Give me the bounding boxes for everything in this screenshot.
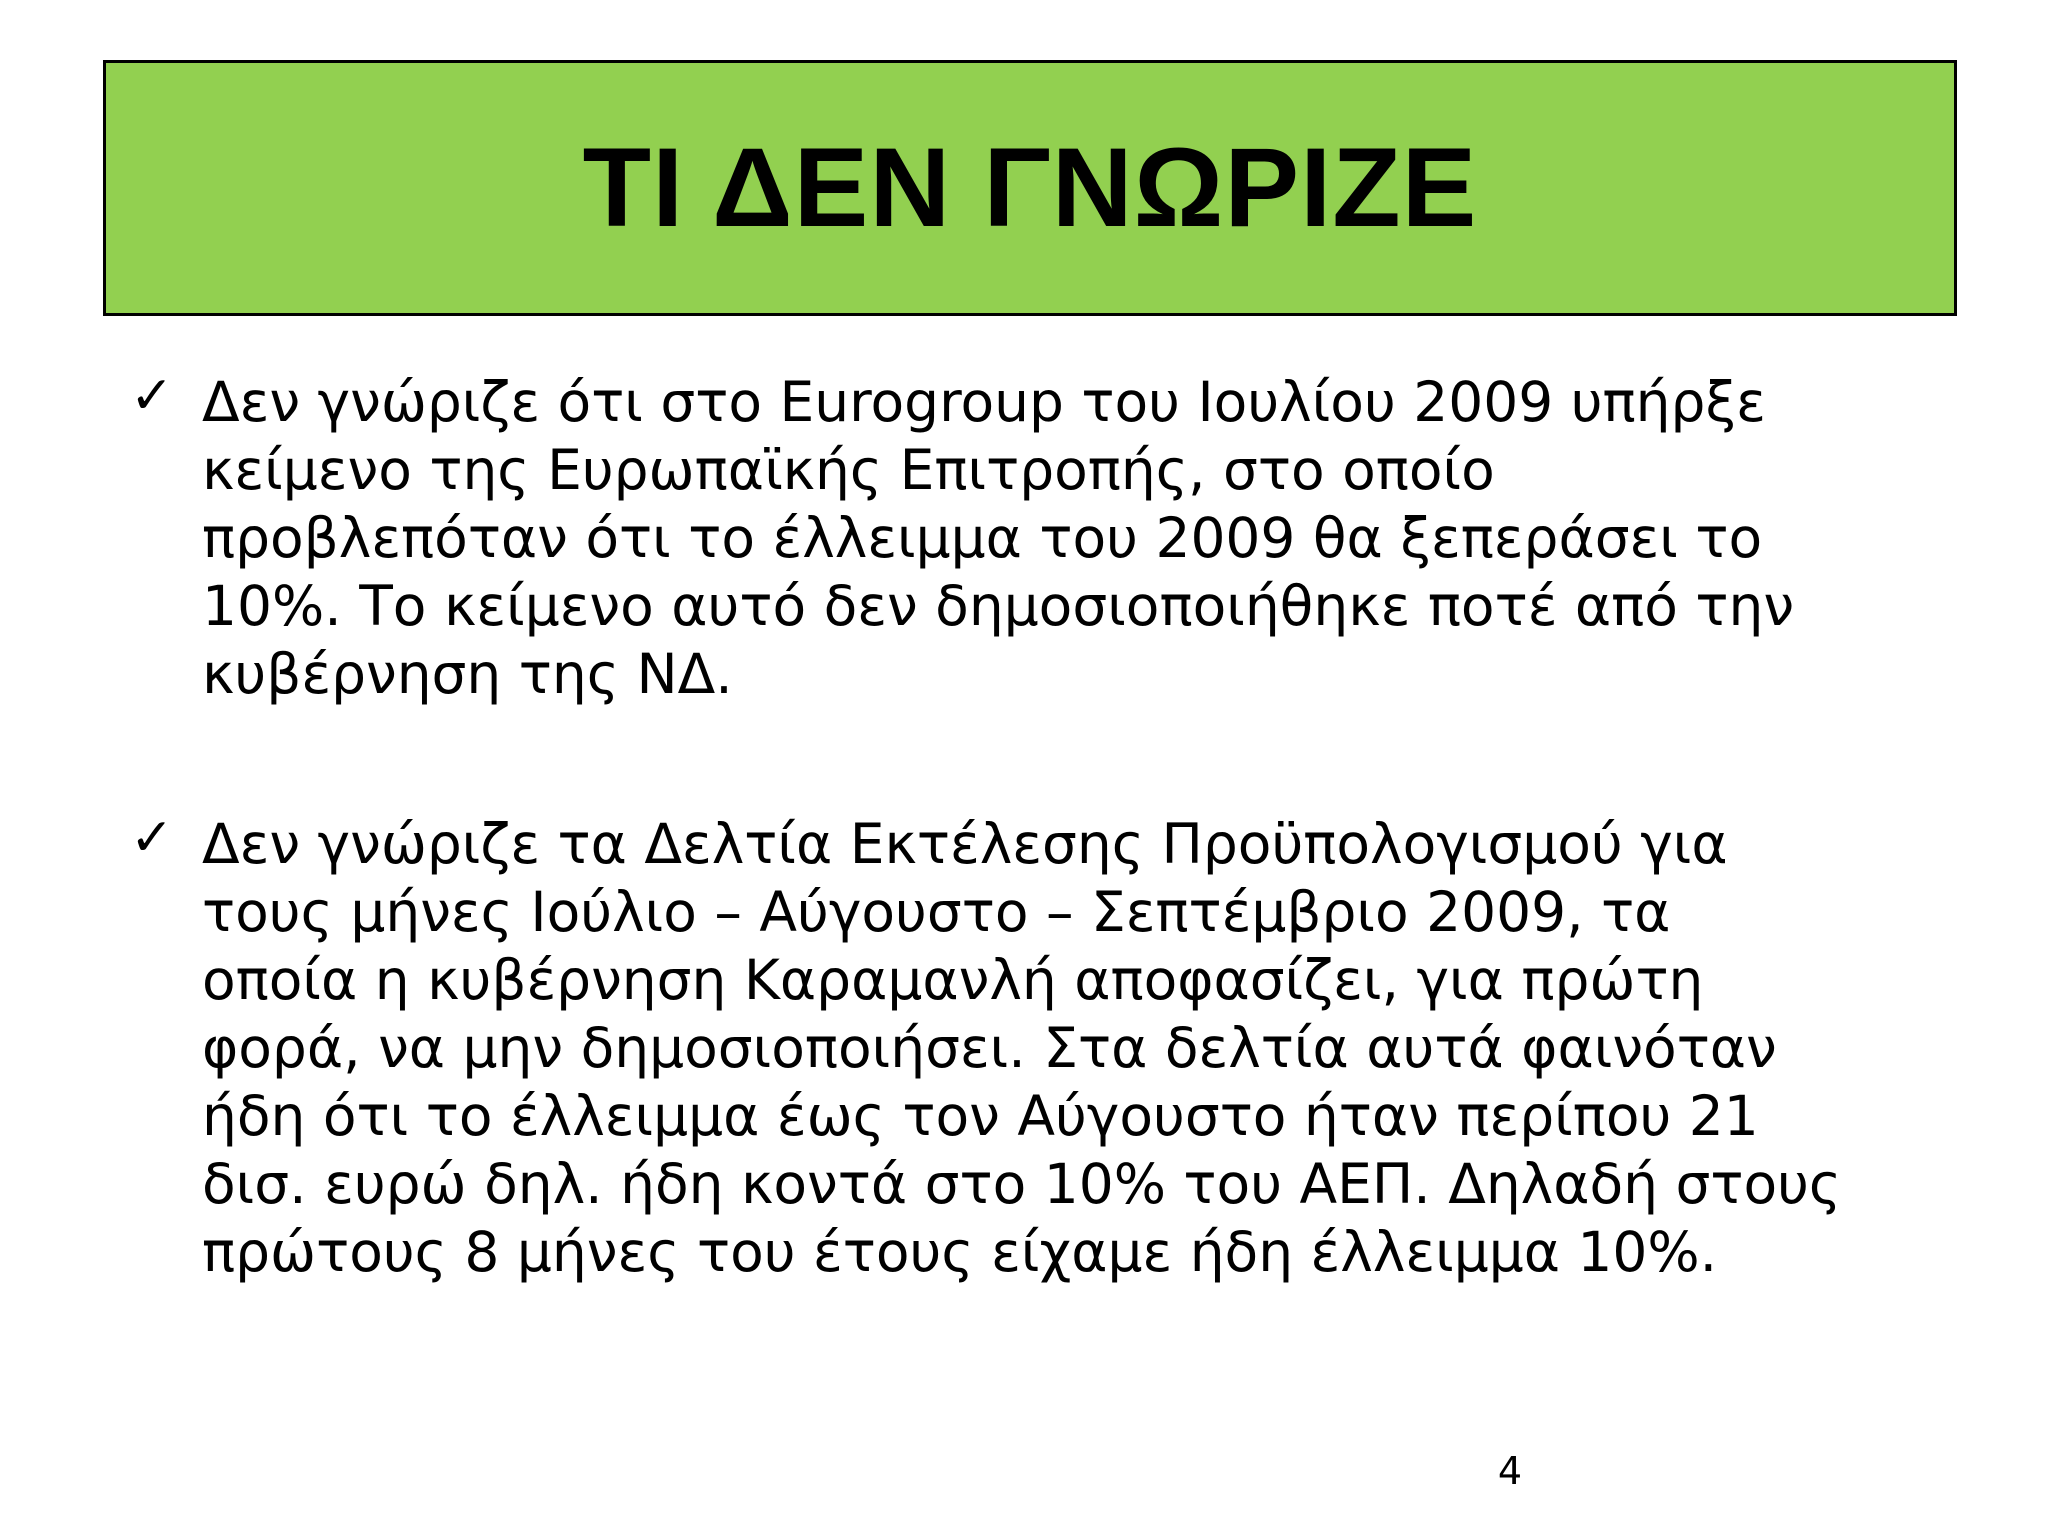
bullet-text: Δεν γνώριζε τα Δελτία Εκτέλεσης Προϋπολογισμού για τους μήνες Ιούλιο – Αύγουστο – Σεπτέμβριο 2009, τα οποία η κυβέρνηση Καραμανλή αποφασίζει, για πρώτη φορά, να μην δημοσιοποιήσει. Στα δελτία αυτά φαινόταν ήδη ότι το έλλειμμα έως τον Αύγουστο ήταν περίπου 21 δισ. ευρώ δηλ. ήδη κοντά στο 10% του ΑΕΠ. Δηλαδή στους πρώτους 8 μήνες του έτους είχαμε ήδη έλλειμμα 10%. [202, 812, 1842, 1284]
bullet-item [130, 368, 1930, 708]
title-banner [103, 60, 1957, 316]
bullet-text: Δεν γνώριζε ότι στο Eurogroup του Ιουλίου 2009 υπήρξε κείμενο της Ευρωπαϊκής Επιτροπής, στο οποίο προβλεπόταν ότι το έλλειμμα του 2009 θα ξεπεράσει το 10%. Το κείμενο αυτό δεν δημοσιοποιήθηκε ποτέ από την κυβέρνηση της ΝΔ. [202, 370, 1795, 706]
check-icon: ✓ [130, 366, 174, 426]
check-icon: ✓ [130, 808, 174, 868]
page-number: 4 [1497, 1449, 1523, 1493]
bullet-item [130, 810, 1930, 1286]
bullet-list [130, 368, 1930, 1286]
slide-title: ΤΙ ΔΕΝ ΓΝΩΡΙΖΕ [582, 125, 1478, 250]
